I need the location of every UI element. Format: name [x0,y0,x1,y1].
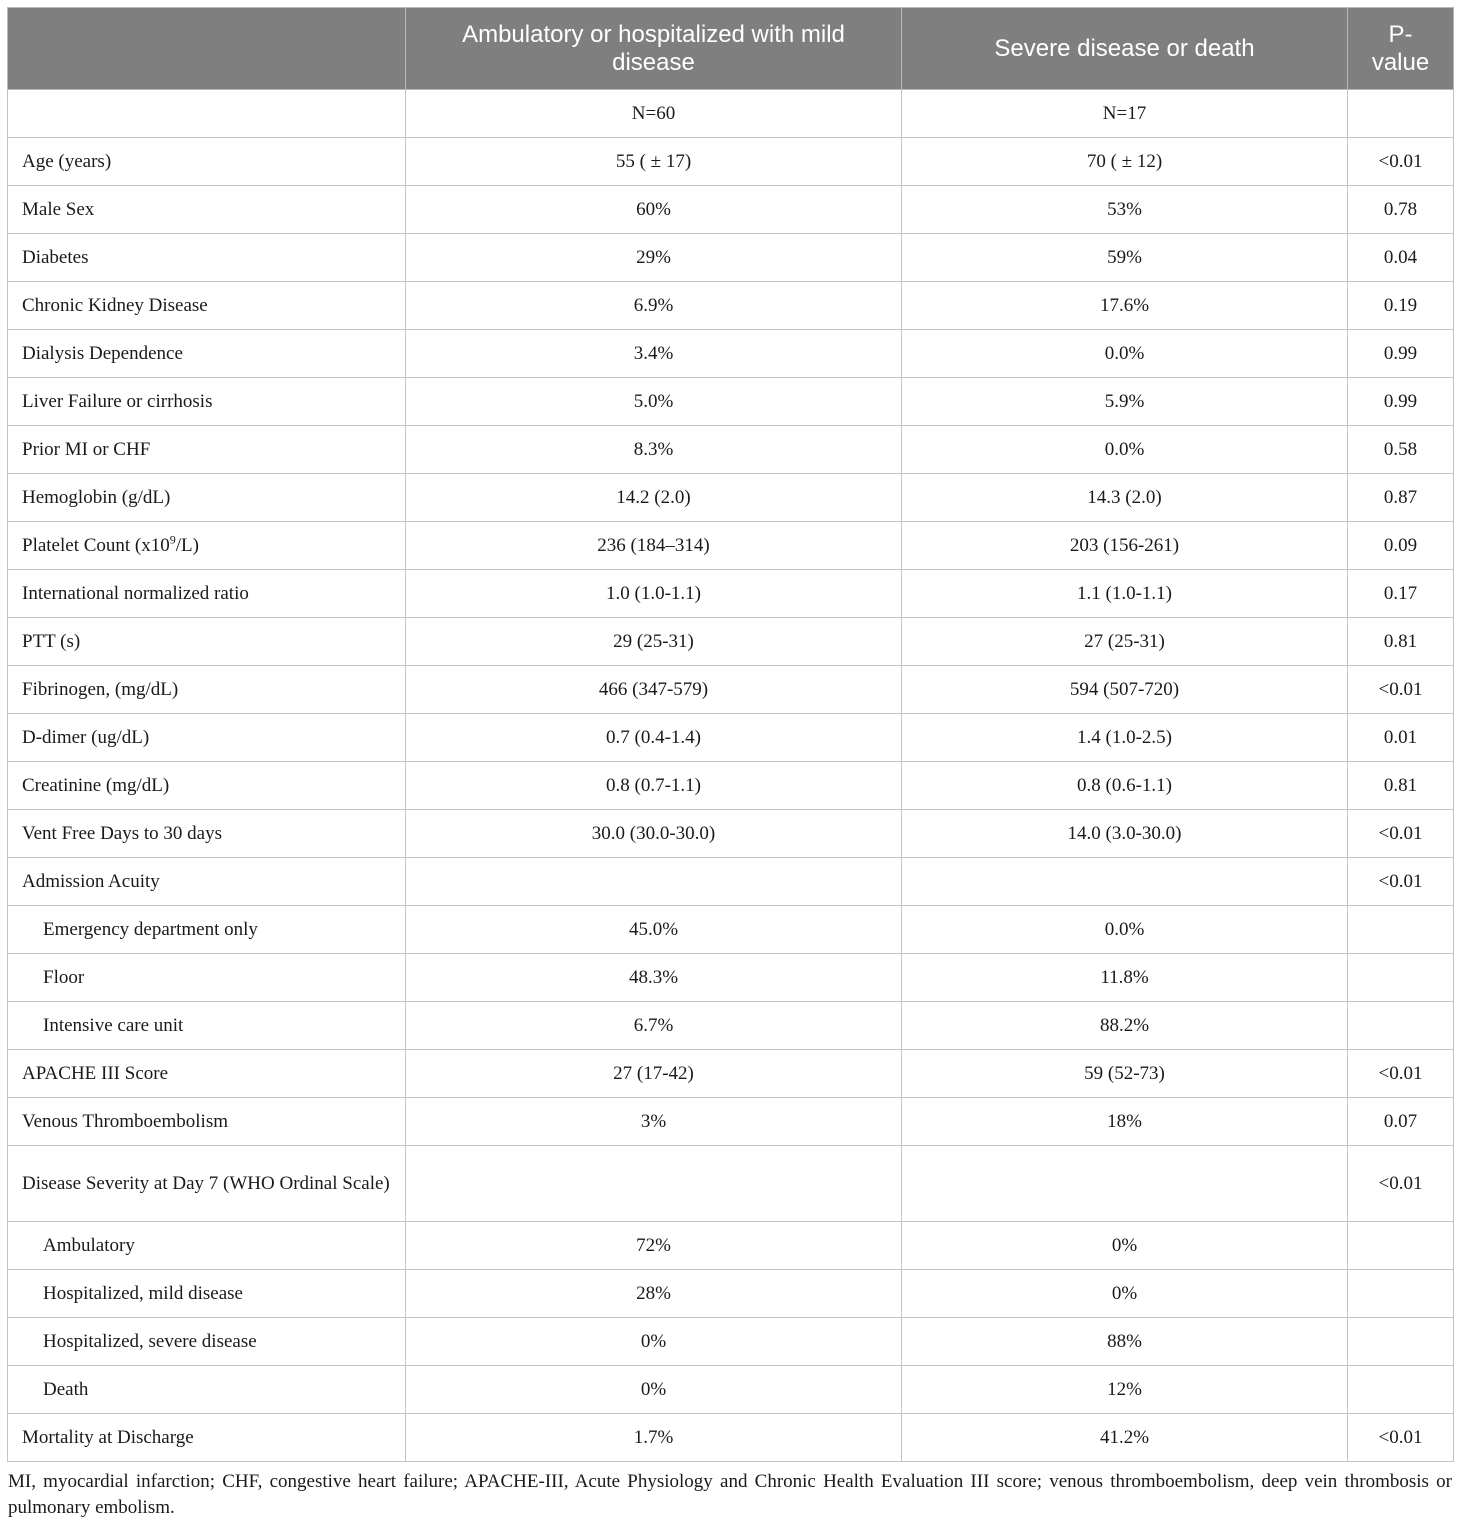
p-value [1348,954,1454,1002]
row-label: Hemoglobin (g/dL) [8,474,406,522]
header-mild-group: Ambulatory or hospitalized with mild disease [406,8,902,90]
p-value: 0.09 [1348,522,1454,570]
table-row [8,186,1454,234]
row-label [8,90,406,138]
row-label: Diabetes [8,234,406,282]
severe-value: 5.9% [902,378,1348,426]
mild-value: 29 (25-31) [406,618,902,666]
table-row [8,762,1454,810]
row-label: Admission Acuity [8,858,406,906]
severe-value: 11.8% [902,954,1348,1002]
mild-value: 55 ( ± 17) [406,138,902,186]
severe-value: 203 (156-261) [902,522,1348,570]
mild-value: 0% [406,1318,902,1366]
p-value: <0.01 [1348,666,1454,714]
row-label: Emergency department only [8,906,406,954]
p-value: 0.58 [1348,426,1454,474]
table-row [8,1270,1454,1318]
label-prefix: Platelet Count (x10 [22,534,170,556]
row-label: Intensive care unit [8,1002,406,1050]
severe-value: 0% [902,1222,1348,1270]
table-row [8,618,1454,666]
severe-value: 14.3 (2.0) [902,474,1348,522]
p-value [1348,1366,1454,1414]
p-value: <0.01 [1348,810,1454,858]
row-label: Venous Thromboembolism [8,1098,406,1146]
row-label: PTT (s) [8,618,406,666]
p-value: <0.01 [1348,138,1454,186]
table-container [7,7,1453,1521]
row-label: Disease Severity at Day 7 (WHO Ordinal Scale) [8,1146,406,1222]
header-severe-group: Severe disease or death [902,8,1348,90]
row-label: Floor [8,954,406,1002]
severe-value: 17.6% [902,282,1348,330]
table-row [8,1366,1454,1414]
row-label: Vent Free Days to 30 days [8,810,406,858]
row-label: International normalized ratio [8,570,406,618]
label-suffix: /L) [175,534,199,556]
mild-value: 60% [406,186,902,234]
severe-value: 1.4 (1.0-2.5) [902,714,1348,762]
p-value: <0.01 [1348,858,1454,906]
p-value: <0.01 [1348,1050,1454,1098]
row-label: APACHE III Score [8,1050,406,1098]
mild-value: 0.8 (0.7-1.1) [406,762,902,810]
p-value: 0.07 [1348,1098,1454,1146]
mild-value: 27 (17-42) [406,1050,902,1098]
table-row [8,1002,1454,1050]
severe-value: 59% [902,234,1348,282]
table-row [8,954,1454,1002]
mild-value: N=60 [406,90,902,138]
table-row [8,858,1454,906]
table-row [8,138,1454,186]
severe-value: 14.0 (3.0-30.0) [902,810,1348,858]
table-row [8,714,1454,762]
p-value: 0.81 [1348,762,1454,810]
p-value [1348,1318,1454,1366]
row-label: Death [8,1366,406,1414]
table-row [8,906,1454,954]
mild-value: 466 (347-579) [406,666,902,714]
row-label: Ambulatory [8,1222,406,1270]
mild-value: 30.0 (30.0-30.0) [406,810,902,858]
row-label: Age (years) [8,138,406,186]
mild-value: 236 (184–314) [406,522,902,570]
row-label: Hospitalized, mild disease [8,1270,406,1318]
row-label: Prior MI or CHF [8,426,406,474]
mild-value: 6.7% [406,1002,902,1050]
severe-value: 70 ( ± 12) [902,138,1348,186]
severe-value [902,1146,1348,1222]
severe-value: 41.2% [902,1414,1348,1462]
severe-value: 88.2% [902,1002,1348,1050]
p-value [1348,906,1454,954]
severe-value: 0.0% [902,330,1348,378]
mild-value [406,858,902,906]
row-label: Fibrinogen, (mg/dL) [8,666,406,714]
mild-value: 72% [406,1222,902,1270]
p-value [1348,90,1454,138]
severe-value: 1.1 (1.0-1.1) [902,570,1348,618]
mild-value: 14.2 (2.0) [406,474,902,522]
severe-value: 59 (52-73) [902,1050,1348,1098]
table-row [8,234,1454,282]
row-label: Chronic Kidney Disease [8,282,406,330]
severe-value: N=17 [902,90,1348,138]
table-row [8,570,1454,618]
row-label: Dialysis Dependence [8,330,406,378]
p-value: 0.17 [1348,570,1454,618]
severe-value: 0.0% [902,906,1348,954]
severe-value: 18% [902,1098,1348,1146]
severe-value: 53% [902,186,1348,234]
p-value: 0.99 [1348,330,1454,378]
mild-value: 3% [406,1098,902,1146]
severe-value: 27 (25-31) [902,618,1348,666]
row-label: Male Sex [8,186,406,234]
mild-value: 1.0 (1.0-1.1) [406,570,902,618]
p-value [1348,1270,1454,1318]
table-row [8,282,1454,330]
table-row [8,378,1454,426]
mild-value: 29% [406,234,902,282]
severe-value: 0% [902,1270,1348,1318]
p-value: 0.04 [1348,234,1454,282]
row-label: D-dimer (ug/dL) [8,714,406,762]
p-value: 0.19 [1348,282,1454,330]
severe-value: 0.8 (0.6-1.1) [902,762,1348,810]
table-row [8,426,1454,474]
table-footnote: MI, myocardial infarction; CHF, congestive heart failure; APACHE-III, Acute Physiology and Chronic Health Evaluation III score; venous thromboembolism, deep vein thrombosis or pulmonary embolism. [8,1471,1452,1518]
header-row [8,8,1454,90]
mild-value: 8.3% [406,426,902,474]
p-value: <0.01 [1348,1414,1454,1462]
severe-value: 0.0% [902,426,1348,474]
row-label: Liver Failure or cirrhosis [8,378,406,426]
mild-value: 6.9% [406,282,902,330]
mild-value [406,1146,902,1222]
table-row [8,522,1454,570]
table-row [8,330,1454,378]
p-value: 0.87 [1348,474,1454,522]
p-value: 0.81 [1348,618,1454,666]
p-value: 0.78 [1348,186,1454,234]
p-value [1348,1222,1454,1270]
table-row [8,1098,1454,1146]
table-row [8,1318,1454,1366]
row-label: Mortality at Discharge [8,1414,406,1462]
p-value: 0.99 [1348,378,1454,426]
mild-value: 48.3% [406,954,902,1002]
row-label: Creatinine (mg/dL) [8,762,406,810]
table-row [8,666,1454,714]
mild-value: 45.0% [406,906,902,954]
header-empty [8,8,406,90]
p-value [1348,1002,1454,1050]
mild-value: 5.0% [406,378,902,426]
mild-value: 0.7 (0.4-1.4) [406,714,902,762]
severe-value: 12% [902,1366,1348,1414]
table-row [8,1414,1454,1462]
label-superscript: 9 [169,532,176,547]
table-row [8,1146,1454,1222]
severe-value: 88% [902,1318,1348,1366]
mild-value: 28% [406,1270,902,1318]
severe-value: 594 (507-720) [902,666,1348,714]
table-row [8,1050,1454,1098]
mild-value: 0% [406,1366,902,1414]
severe-value [902,858,1348,906]
table-row [8,810,1454,858]
table-row [8,90,1454,138]
p-value: <0.01 [1348,1146,1454,1222]
mild-value: 1.7% [406,1414,902,1462]
data-table [7,7,1454,1462]
row-label [8,522,406,570]
header-p-value: P-value [1348,8,1454,90]
table-row [8,474,1454,522]
p-value: 0.01 [1348,714,1454,762]
mild-value: 3.4% [406,330,902,378]
row-label: Hospitalized, severe disease [8,1318,406,1366]
table-row [8,1222,1454,1270]
